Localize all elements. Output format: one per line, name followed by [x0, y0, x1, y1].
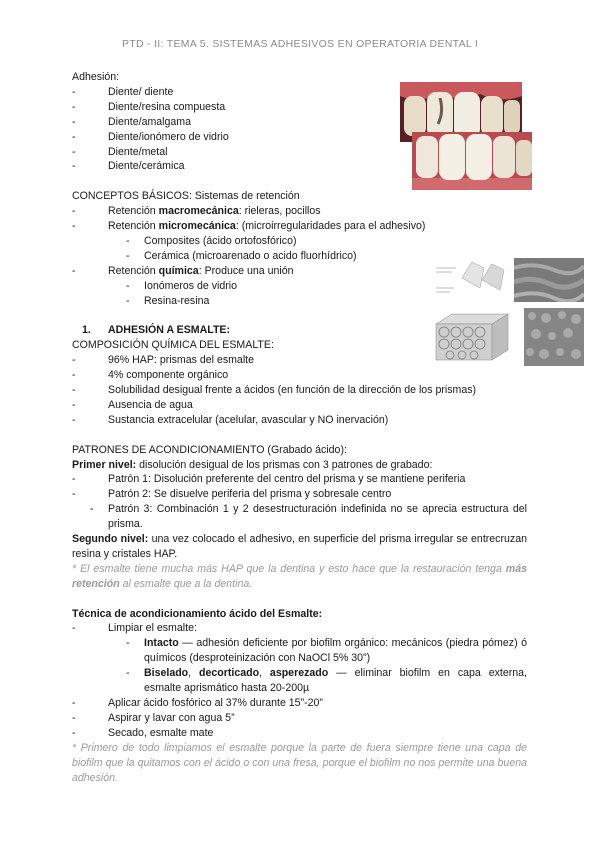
segundo-nivel: Segundo nivel: una vez colocado el adhesivo, en superficie del prisma irregular se entrecruzan resina y cristales HAP.: [72, 533, 527, 560]
page-header: PTD - II: TEMA 5. SISTEMAS ADHESIVOS EN OPERATORIA DENTAL I: [121, 38, 479, 50]
adhesion-item: - Diente/ionómero de vidrio: [72, 130, 527, 145]
patron-item: - Patrón 1: Disolución preferente del centro del prisma y se mantiene periferia: [72, 472, 527, 487]
tecnica-step: - Limpiar el esmalte:: [72, 621, 527, 636]
micro-sub-item: - Cerámica (microarenado o acido fluorhídrico): [72, 249, 527, 264]
adhesion-item: - Diente/resina compuesta: [72, 100, 527, 115]
composicion-item: - 96% HAP: prismas del esmalte: [72, 353, 527, 368]
composicion-item: - Ausencia de agua: [72, 398, 527, 413]
composicion-item: - Solubilidad desigual frente a ácidos (en función de la dirección de los prismas): [72, 383, 527, 398]
tecnica-note: * Primero de todo limpiamos el esmalte porque la parte de fuera siempre tiene una capa de biofilm que la quitamos con el ácido o con una fresa, porque el biofilm no nos permite una buena adhesión.: [72, 741, 527, 784]
conceptos-title: CONCEPTOS BÁSICOS: Sistemas de retención: [72, 190, 300, 203]
section-heading-esmalte: 1. ADHESIÓN A ESMALTE:: [82, 324, 231, 337]
tecnica-step: - Aspirar y lavar con agua 5”: [72, 711, 527, 726]
composicion-item: - Sustancia extracelular (acelular, avascular y NO inervación): [72, 413, 527, 428]
biselado-item: - Biselado, decorticado, asperezado — eliminar biofilm en capa externa, esmalte aprismático hasta 20-200µ: [72, 666, 527, 696]
composicion-item: - 4% componente orgánico: [72, 368, 527, 383]
patron-item: - Patrón 3: Combinación 1 y 2 desestructuración indefinida no se aprecia estructura del prisma.: [72, 502, 527, 532]
composicion-title: COMPOSICIÓN QUÍMICA DEL ESMALTE:: [72, 339, 274, 352]
quim-sub-item: - Ionómeros de vidrio: [72, 279, 527, 294]
micro-sub-item: - Composites (ácido ortofosfórico): [72, 234, 527, 249]
esmalte-note: * El esmalte tiene mucha más HAP que la dentina y esto hace que la restauración tenga más retención al esmalte que a la dentina.: [72, 562, 527, 590]
adhesion-item: - Diente/cerámica: [72, 159, 527, 174]
tecnica-step: - Secado, esmalte mate: [72, 726, 527, 741]
retention-macro: - Retención macromecánica: rieleras, pocillos: [72, 204, 527, 219]
patron-item: - Patrón 2: Se disuelve periferia del prisma y sobresale centro: [72, 487, 527, 502]
enamel-micrograph-2: [524, 308, 584, 366]
retention-micro: - Retención micromecánica: (microirregularidades para el adhesivo): [72, 219, 527, 234]
adhesion-item: - Diente/ diente: [72, 85, 527, 100]
adhesion-item: - Diente/amalgama: [72, 115, 527, 130]
tecnica-title: Técnica de acondicionamiento ácido del Esmalte:: [72, 607, 323, 620]
tecnica-step: - Aplicar ácido fosfórico al 37% durante 15”-20”: [72, 696, 527, 711]
adhesion-item: - Diente/metal: [72, 145, 527, 160]
quim-sub-item: - Resina-resina: [72, 294, 527, 309]
intacto-item: - Intacto — adhesión deficiente por biofilm orgánico: mecánicos (piedra pómez) ó químicos (desproteinización con NaOCl 5% 30”): [72, 636, 527, 666]
primer-nivel: Primer nivel: disolución desigual de los prismas con 3 patrones de grabado:: [72, 458, 433, 471]
document-body: [72, 70, 527, 785]
retention-quimica: - Retención química: Produce una unión: [72, 264, 527, 279]
patrones-title: PATRONES DE ACONDICIONAMIENTO (Grabado ácido):: [72, 443, 347, 456]
adhesion-title: Adhesión:: [72, 71, 120, 83]
